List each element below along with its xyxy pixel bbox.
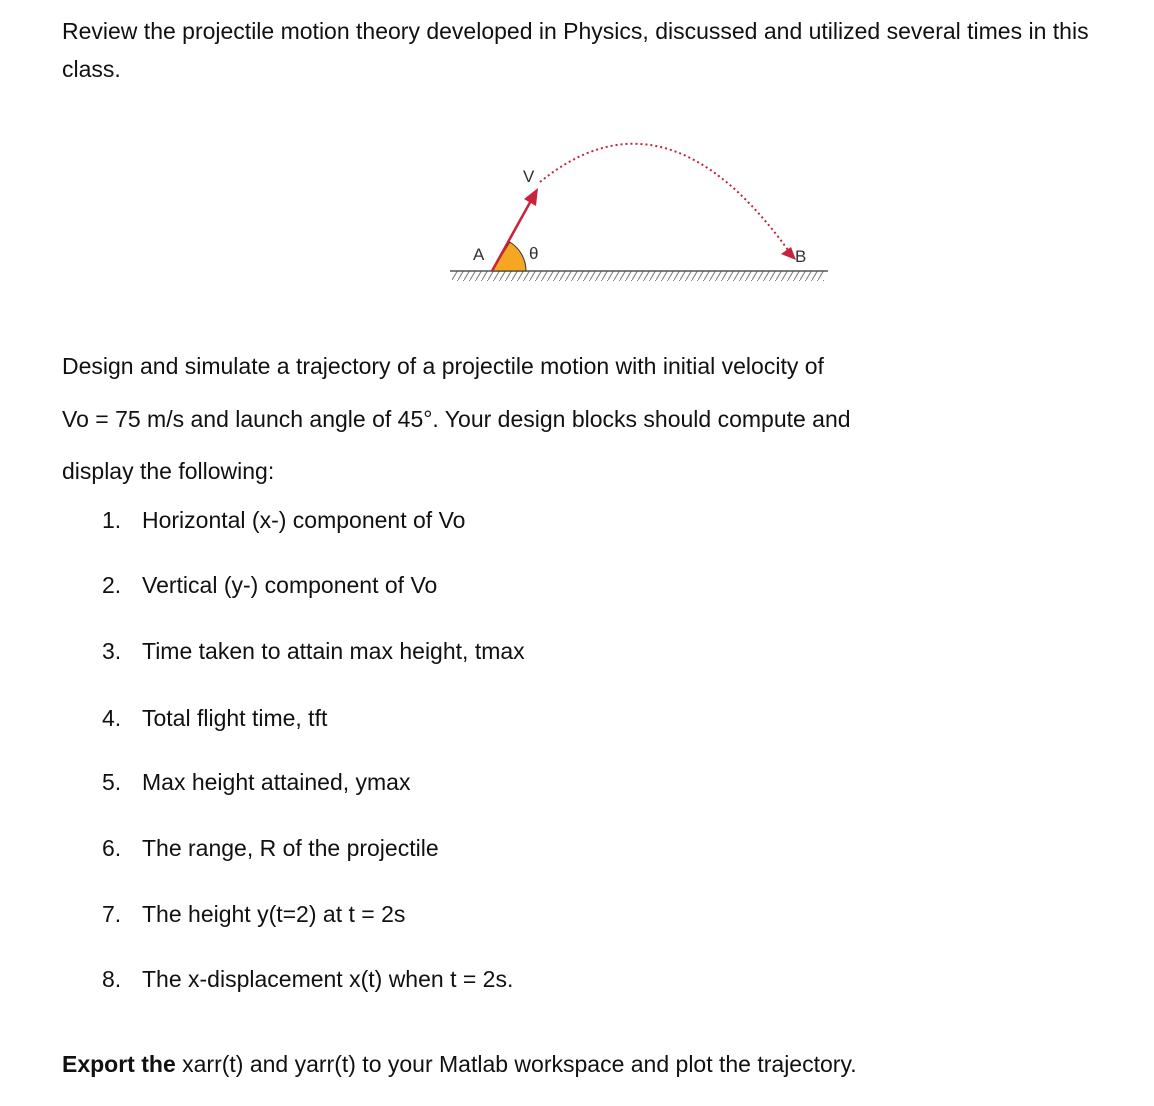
task-line-2: Vo = 75 m/s and launch angle of 45°. Your design blocks should compute and	[62, 405, 851, 432]
label-theta: θ	[529, 244, 539, 263]
landing-arrowhead	[781, 247, 796, 260]
list-number: 6.	[102, 835, 122, 861]
list-number: 2.	[102, 572, 122, 598]
task-line-3: display the following:	[62, 458, 275, 484]
task-line-1: Design and simulate a trajectory of a projectile motion with initial velocity of	[62, 353, 824, 379]
list-item	[102, 631, 525, 671]
label-a: A	[473, 245, 485, 264]
list-text: Vertical (y-) component of Vo	[142, 572, 438, 598]
list-number: 8.	[102, 966, 122, 992]
list-item	[102, 959, 513, 999]
list-number: 3.	[102, 638, 122, 664]
list-text: Total flight time, tft	[142, 705, 328, 731]
task-description	[62, 340, 1122, 498]
export-bold-text: Export the	[62, 1051, 176, 1077]
list-item	[102, 828, 439, 868]
list-text: Time taken to attain max height, tmax	[142, 638, 525, 664]
list-item	[102, 894, 405, 934]
label-b: B	[795, 247, 807, 266]
ground-hatch	[452, 271, 824, 281]
list-number: 5.	[102, 769, 122, 795]
list-item	[102, 762, 410, 802]
projectile-figure	[440, 120, 840, 310]
trajectory-curve	[540, 144, 788, 250]
list-item	[102, 698, 327, 738]
list-text: The x-displacement x(t) when t = 2s.	[142, 966, 514, 992]
list-text: Horizontal (x-) component of Vo	[142, 507, 466, 533]
export-instruction	[62, 1044, 857, 1084]
list-text: Max height attained, ymax	[142, 769, 411, 795]
list-text: The height y(t=2) at t = 2s	[142, 901, 406, 927]
label-v: V	[523, 167, 535, 186]
launch-angle-wedge	[492, 242, 526, 271]
list-text: The range, R of the projectile	[142, 835, 439, 861]
list-item	[102, 500, 465, 540]
list-item	[102, 565, 437, 605]
velocity-arrowhead	[524, 188, 538, 206]
intro-paragraph: Review the projectile motion theory developed in Physics, discussed and utilized several times in this class.	[62, 18, 1089, 82]
list-number: 1.	[102, 507, 122, 533]
list-number: 7.	[102, 901, 122, 927]
export-rest-text: xarr(t) and yarr(t) to your Matlab workspace and plot the trajectory.	[175, 1051, 857, 1077]
list-number: 4.	[102, 705, 122, 731]
